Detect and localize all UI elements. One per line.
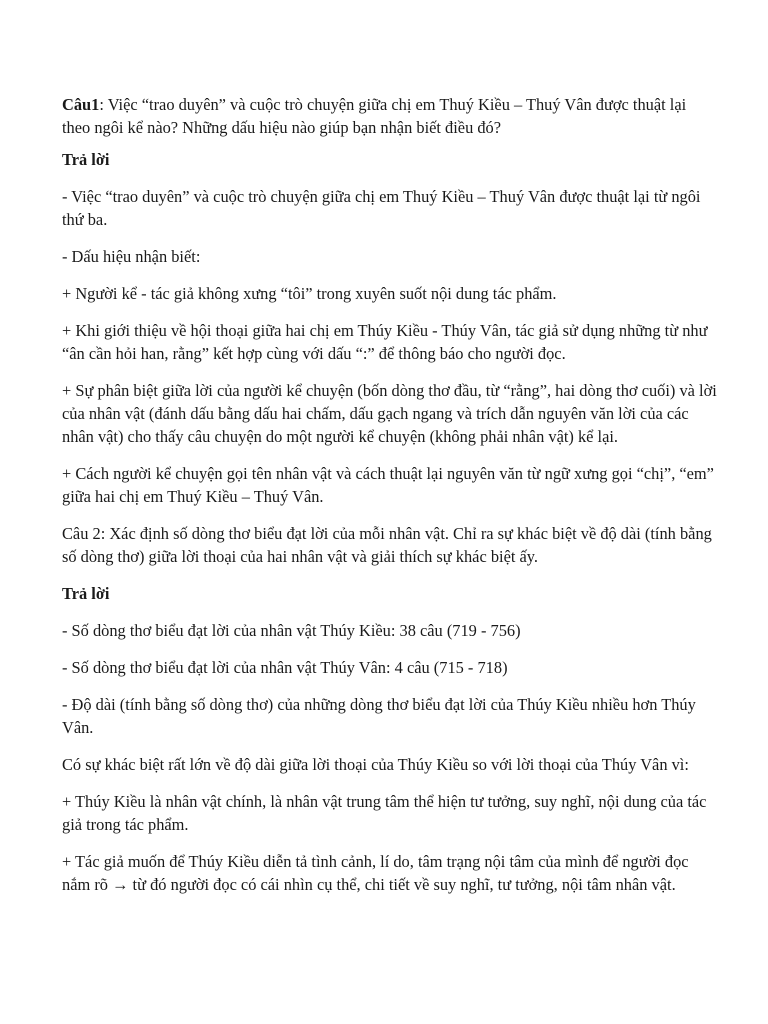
- question-1-text: : Việc “trao duyên” và cuộc trò chuyện giữa chị em Thuý Kiều – Thuý Vân được thuật lại theo ngôi kể nào? Những dấu hiệu nào giúp bạn nhận biết điều đó?: [62, 95, 687, 137]
- question-1-label: Câu1: [62, 95, 100, 114]
- answer-1-paragraph: + Sự phân biệt giữa lời của người kể chuyện (bốn dòng thơ đầu, từ “rằng”, hai dòng thơ cuối) và lời của nhân vật (đánh dấu bằng dấu hai chấm, dấu gạch ngang và trích dẫn nguyên văn lời của các nhân vật) cho thấy câu chuyện do một người kể chuyện (không phải nhân vật) kể lại.: [62, 381, 717, 446]
- question-1: [62, 93, 717, 139]
- answer-2-paragraph: + Tác giả muốn để Thúy Kiều diễn tả tình cảnh, lí do, tâm trạng nội tâm của mình để người đọc nắm rõ → từ đó người đọc có cái nhìn cụ thể, chi tiết về suy nghĩ, tư tưởng, nội tâm nhân vật.: [62, 852, 689, 894]
- answer-2-heading: Trả lời: [62, 584, 110, 603]
- answer-2-paragraph: - Số dòng thơ biểu đạt lời của nhân vật Thúy Kiều: 38 câu (719 - 756): [62, 621, 521, 640]
- document-page: [62, 93, 717, 910]
- answer-1-paragraph: - Dấu hiệu nhận biết:: [62, 247, 201, 266]
- answer-2-paragraph: + Thúy Kiều là nhân vật chính, là nhân vật trung tâm thể hiện tư tưởng, suy nghĩ, nội dung của tác giả trong tác phẩm.: [62, 792, 707, 834]
- answer-2-paragraph: - Độ dài (tính bằng số dòng thơ) của những dòng thơ biểu đạt lời của Thúy Kiều nhiều hơn Thúy Vân.: [62, 695, 696, 737]
- answer-1-paragraph: + Khi giới thiệu về hội thoại giữa hai chị em Thúy Kiều - Thúy Vân, tác giả sử dụng những từ như “ân cần hỏi han, rằng” kết hợp cùng với dấu “:” để thông báo cho người đọc.: [62, 321, 708, 363]
- answer-1-paragraph: - Việc “trao duyên” và cuộc trò chuyện giữa chị em Thuý Kiều – Thuý Vân được thuật lại từ ngôi thứ ba.: [62, 187, 701, 229]
- answer-1-paragraph: + Cách người kể chuyện gọi tên nhân vật và cách thuật lại nguyên văn từ ngữ xưng gọi “chị”, “em” giữa hai chị em Thuý Kiều – Thuý Vân.: [62, 464, 714, 506]
- answer-2-paragraph: Có sự khác biệt rất lớn về độ dài giữa lời thoại của Thúy Kiều so với lời thoại của Thúy Vân vì:: [62, 755, 689, 774]
- question-2: Câu 2: Xác định số dòng thơ biểu đạt lời của mỗi nhân vật. Chỉ ra sự khác biệt về độ dài (tính bằng số dòng thơ) giữa lời thoại của hai nhân vật và giải thích sự khác biệt ấy.: [62, 524, 712, 566]
- answer-2-paragraph: - Số dòng thơ biểu đạt lời của nhân vật Thúy Vân: 4 câu (715 - 718): [62, 658, 508, 677]
- answer-1-paragraph: + Người kể - tác giả không xưng “tôi” trong xuyên suốt nội dung tác phẩm.: [62, 284, 557, 303]
- answer-1-heading: Trả lời: [62, 150, 110, 169]
